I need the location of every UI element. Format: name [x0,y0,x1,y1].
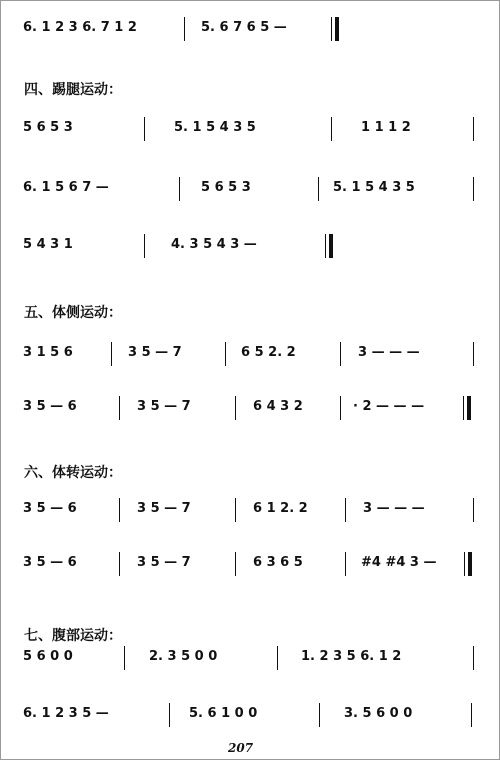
barline [340,396,341,420]
measure-9-2: 2. 3 5 0 0 [149,649,218,664]
measure-5-2: 3 5 — 7 [128,345,182,360]
measure-5-4: 3 — — — [358,345,420,360]
barline [345,552,346,576]
measure-2-1: 5 6 5 3 [23,120,73,135]
barline [471,703,472,727]
barline [340,342,341,366]
barline [318,177,319,201]
measure-6-4: · 2 — — — [353,399,425,414]
barline [144,117,145,141]
measure-10-1: 6. 1 2 3 5 — [23,706,109,721]
barline [331,117,332,141]
measure-2-3: 1 1 1 2 [361,120,411,135]
measure-8-4: #4 #4 3 — [361,555,437,570]
barline [119,396,120,420]
barline [473,342,474,366]
barline [144,234,145,258]
page-number: 207 [228,741,254,755]
barline [119,498,120,522]
measure-6-2: 3 5 — 7 [137,399,191,414]
measure-8-1: 3 5 — 6 [23,555,77,570]
measure-1-2: 5. 6 7 6 5 — [201,20,287,35]
barline [277,646,278,670]
barline [473,498,474,522]
barline [473,646,474,670]
measure-5-3: 6 5 2. 2 [241,345,296,360]
measure-4-2: 4. 3 5 4 3 — [171,237,257,252]
section-heading-5: 五、体侧运动： [24,305,122,321]
measure-7-1: 3 5 — 6 [23,501,77,516]
barline [225,342,226,366]
barline [179,177,180,201]
measure-5-1: 3 1 5 6 [23,345,73,360]
barline [319,703,320,727]
measure-7-3: 6 1 2. 2 [253,501,308,516]
measure-9-1: 5 6 0 0 [23,649,73,664]
barline [119,552,120,576]
measure-8-3: 6 3 6 5 [253,555,303,570]
barline [235,498,236,522]
measure-6-3: 6 4 3 2 [253,399,303,414]
barline [111,342,112,366]
measure-9-3: 1. 2 3 5 6. 1 2 [301,649,402,664]
measure-10-3: 3. 5 6 0 0 [344,706,413,721]
barline [473,117,474,141]
barline [345,498,346,522]
measure-7-2: 3 5 — 7 [137,501,191,516]
measure-8-2: 3 5 — 7 [137,555,191,570]
measure-7-4: 3 — — — [363,501,425,516]
section-heading-4: 四、踢腿运动： [24,82,122,98]
measure-2-2: 5. 1 5 4 3 5 [174,120,256,135]
section-heading-7: 七、腹部运动： [24,628,122,644]
measure-3-2: 5 6 5 3 [201,180,251,195]
barline [235,552,236,576]
measure-3-3: 5. 1 5 4 3 5 [333,180,415,195]
measure-3-1: 6. 1 5 6 7 — [23,180,109,195]
section-heading-6: 六、体转运动： [24,465,122,481]
measure-4-1: 5 4 3 1 [23,237,73,252]
barline [124,646,125,670]
barline [473,177,474,201]
measure-6-1: 3 5 — 6 [23,399,77,414]
barline [184,17,185,41]
measure-1-1: 6. 1 2 3 6. 7 1 2 [23,20,137,35]
barline [235,396,236,420]
barline [169,703,170,727]
measure-10-2: 5. 6 1 0 0 [189,706,258,721]
